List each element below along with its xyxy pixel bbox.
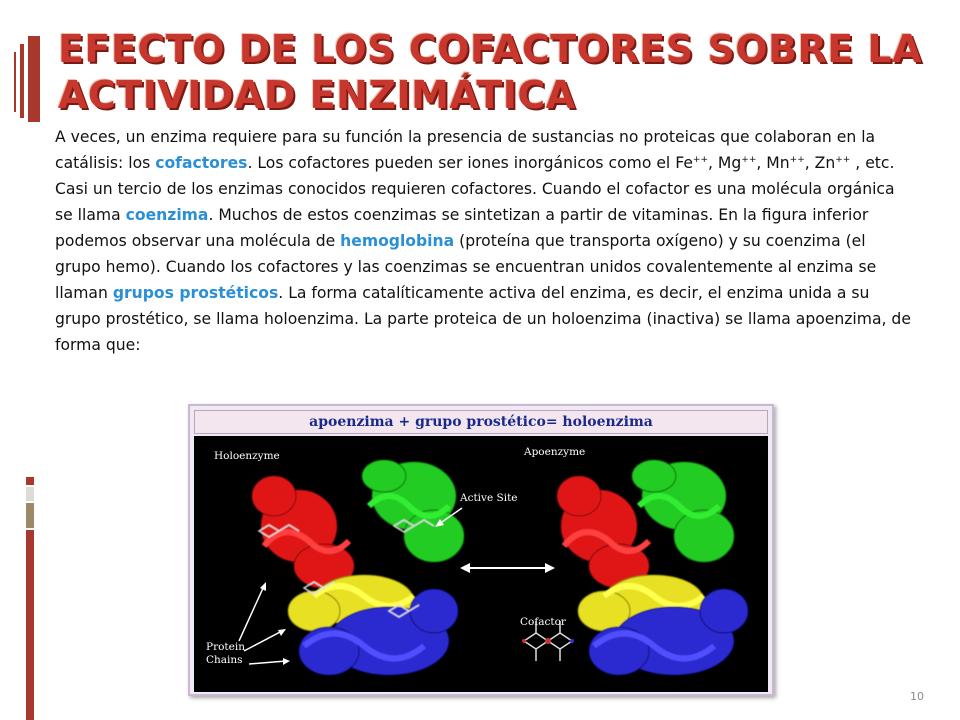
label-chains: Chains	[206, 654, 243, 666]
slide-title-line-1: EFECTO DE LOS COFACTORES SOBRE LA	[58, 27, 923, 71]
label-apoenzyme: Apoenzyme	[524, 446, 586, 458]
keyword-grupos-prosteticos: grupos prostéticos	[112, 284, 279, 302]
label-cofactor: Cofactor	[520, 616, 566, 628]
text-segment: , Mg	[708, 154, 742, 172]
page-number: 10	[910, 690, 924, 703]
accent-bar-top	[28, 36, 40, 122]
figure-caption-bar	[194, 410, 768, 434]
accent-block-tan	[26, 503, 34, 528]
accent-bar-top-thinner	[14, 52, 16, 112]
accent-block-red	[26, 477, 34, 485]
slide-title	[58, 26, 923, 118]
keyword-hemoglobina: hemoglobina	[340, 232, 455, 250]
green-chain	[632, 460, 734, 562]
keyword-coenzima: coenzima	[125, 206, 209, 224]
text-segment: . Muchos de estos coenzimas se sintetizan a partir de vitaminas. En la figura inferior podemos observar una molécula de	[55, 206, 869, 250]
accent-bar-left	[26, 530, 34, 720]
figure-caption: apoenzima + grupo prostético= holoenzima	[309, 414, 653, 430]
red-chain	[252, 476, 354, 588]
holoenzyme-structure	[252, 460, 464, 675]
text-segment: . Los cofactores pueden ser iones inorgánicos como el Fe	[247, 154, 693, 172]
text-segment: , Zn	[804, 154, 836, 172]
label-holoenzyme: Holoenzyme	[214, 450, 280, 462]
charge-superscript: ++	[835, 154, 851, 165]
apoenzyme-structure	[557, 460, 748, 675]
charge-superscript: ++	[789, 154, 805, 165]
body-paragraph	[55, 124, 915, 358]
protein-structure-image	[194, 436, 768, 692]
label-protein: Protein	[206, 641, 245, 653]
charge-superscript: ++	[741, 154, 757, 165]
red-chain	[557, 476, 649, 588]
charge-superscript: ++	[692, 154, 709, 165]
text-segment: . La forma catalíticamente activa del enzima, es decir, el enzima unida a su grupo prostético, se llama holoenzima. La parte proteica de un holoenzima (inactiva) se llama apoenzima, de forma que:	[55, 284, 911, 354]
text-segment: , etc. Casi un tercio de los enzimas conocidos requieren cofactores. Cuando el cofactor es una molécula orgánica se llama	[55, 154, 895, 224]
label-active-site: Active Site	[460, 492, 518, 504]
enzyme-figure	[188, 404, 774, 696]
double-arrow	[460, 563, 555, 573]
keyword-cofactores: cofactores	[155, 154, 248, 172]
text-segment: A veces, un enzima requiere para su función la presencia de sustancias no proteicas que colaboran en la catálisis: los	[55, 128, 876, 172]
text-segment: , Mn	[756, 154, 790, 172]
text-segment: (proteína que transporta oxígeno) y su coenzima (el grupo hemo). Cuando los cofactores y las coenzimas se encuentran unidos covalentemente al enzima se llaman	[55, 232, 877, 302]
green-chain	[362, 460, 464, 562]
protein-illustration	[194, 436, 768, 692]
accent-bar-top-thin	[20, 44, 24, 118]
accent-block-gray	[26, 487, 34, 501]
slide-title-line-2: ACTIVIDAD ENZIMÁTICA	[58, 73, 576, 117]
